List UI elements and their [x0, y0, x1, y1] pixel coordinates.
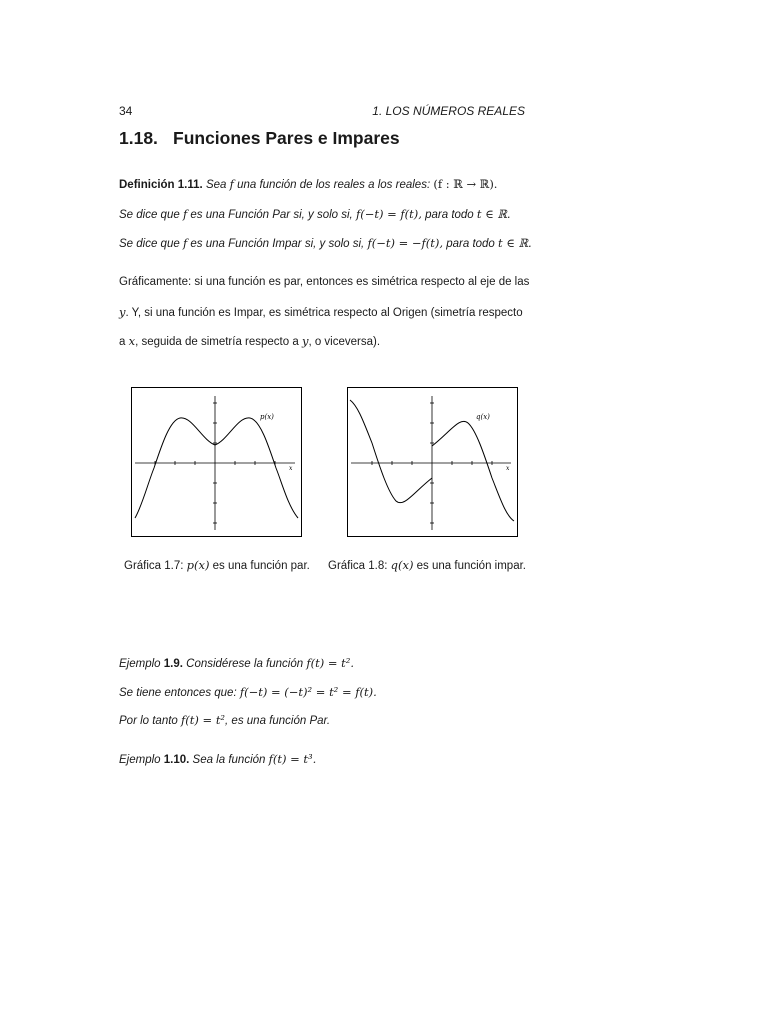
math: f(−t) = (−t)² = t² = f(t).: [239, 685, 377, 699]
text: Gráfica 1.8:: [328, 560, 391, 572]
text: Gráfica 1.7:: [124, 560, 187, 572]
math: f: [229, 177, 234, 191]
definition-line-2: [119, 207, 511, 221]
math: y: [301, 334, 309, 348]
paragraph-line-1: Gráficamente: si una función es par, entonces es simétrica respecto al eje de las: [119, 276, 530, 288]
text: para todo: [421, 209, 477, 221]
definition-line-3: [119, 236, 532, 250]
odd-function-curve-right: [432, 421, 514, 521]
text: Se dice que: [119, 209, 183, 221]
math: f(t) = t²: [181, 713, 226, 727]
paragraph-line-2: [119, 305, 523, 319]
math: f(t) = t³.: [268, 752, 317, 766]
text: Considérese la función: [182, 658, 307, 670]
text: Por lo tanto: [119, 715, 182, 727]
example-10-label: 1.10.: [163, 754, 190, 766]
p-label: p(x): [260, 413, 274, 421]
text: es una función impar.: [413, 560, 526, 572]
section-title: [119, 128, 400, 149]
x-axis-label: x: [506, 465, 510, 472]
paragraph-line-3: [119, 334, 380, 348]
text: , es una función Par.: [225, 715, 331, 727]
definition-label: Definición 1.11.: [119, 179, 203, 191]
example-9-label: 1.9.: [163, 658, 183, 670]
section-number: 1.18.: [119, 128, 158, 148]
definition-line-1: [119, 177, 497, 191]
math: f(−t) = f(t),: [355, 207, 422, 221]
math: x: [128, 334, 136, 348]
math: y: [119, 305, 126, 319]
math: q(x): [390, 558, 414, 572]
math: f: [182, 236, 188, 250]
math: f(t) = t².: [306, 656, 355, 670]
text: Ejemplo: [119, 754, 164, 766]
math: t ∈ ℝ.: [498, 236, 532, 250]
math: p(x): [186, 558, 210, 572]
q-label: q(x): [476, 413, 490, 421]
example-9-line-2: [119, 685, 377, 699]
page-number: 34: [119, 104, 133, 118]
example-9-line-3: [119, 713, 330, 727]
text: para todo: [443, 238, 499, 250]
text: , o viceversa).: [308, 336, 381, 348]
figure-caption-2: [328, 558, 526, 572]
text: es una Función Par si, y solo si,: [187, 209, 356, 221]
text: Sea la función: [189, 754, 269, 766]
chapter-header: 1. LOS NÚMEROS REALES: [372, 104, 525, 118]
text: , seguida de simetría respecto a: [135, 336, 302, 348]
math: (f : ℝ → ℝ).: [433, 177, 498, 191]
text: una función de los reales a los reales:: [233, 179, 434, 191]
figure-odd-function: [347, 387, 518, 537]
section-title-text: Funciones Pares e Impares: [173, 128, 400, 148]
text: es una Función Impar si, y solo si,: [187, 238, 368, 250]
text: Ejemplo: [119, 658, 164, 670]
text: es una función par.: [209, 560, 310, 572]
odd-function-plot: [348, 388, 517, 536]
text: a: [119, 336, 129, 348]
figure-caption-1: [124, 558, 310, 572]
odd-function-curve-left: [350, 400, 432, 503]
example-10-line-1: [119, 752, 316, 766]
text: . Y, si una función es Impar, es simétrica respecto al Origen (simetría respecto: [125, 307, 523, 319]
text: Sea: [205, 179, 230, 191]
math: f(−t) = −f(t),: [367, 236, 444, 250]
even-function-plot: [132, 388, 301, 536]
text: Se dice que: [119, 238, 183, 250]
math: t ∈ ℝ.: [476, 207, 511, 221]
math: f: [182, 207, 188, 221]
text: Se tiene entonces que:: [119, 687, 240, 699]
x-axis-label: x: [289, 465, 293, 472]
figure-even-function: [131, 387, 302, 537]
example-9-line-1: [119, 656, 354, 670]
